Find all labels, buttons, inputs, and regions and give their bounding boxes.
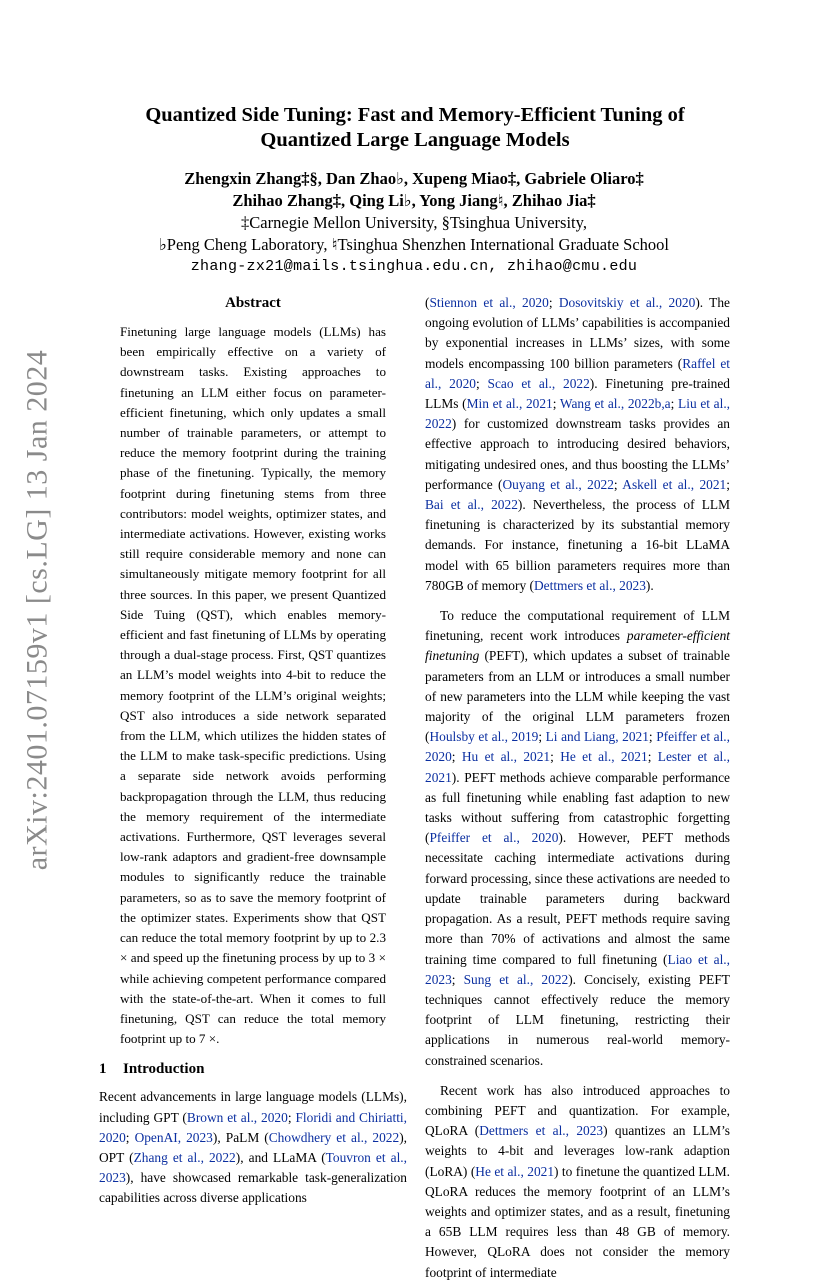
citation-link[interactable]: Chowdhery et al., 2022 (268, 1129, 400, 1145)
text-run: ). PEFT methods achieve comparable performance as full finetuning while enabling fast adaption to new tasks without suffering from catastrophic forgetting ( (425, 769, 730, 846)
authors-line-1: Zhengxin Zhang‡§, Dan Zhao♭, Xupeng Miao‡, Gabriele Oliaro‡ (184, 169, 644, 188)
text-run: ; (670, 396, 679, 412)
text-run: ). The ongoing evolution of LLMs’ capabilities is accompanied by exponential increases in LLMs’ sizes, with some models encompassing 100 billion parameters ( (425, 295, 731, 371)
citation-link[interactable]: Stiennon et al., 2020 (429, 295, 549, 310)
citation-link[interactable]: Min et al., 2021 (466, 396, 553, 412)
citation-link[interactable]: Li and Liang, 2021 (545, 729, 649, 745)
text-run: ; (475, 375, 488, 391)
citation-link[interactable]: Bai et al., 2022 (425, 497, 518, 513)
text-run: ) to finetune the quantized LLM. QLoRA reduces the memory footprint of an LLM’s weights and optimizer states, and as a result, finetuning a 65B LLM requires less than 48 GB of memory. However, QLoRA does not consider the memory footprint of intermediate (425, 1163, 730, 1280)
right-column (425, 293, 730, 1283)
citation-link[interactable]: Dettmers et al., 2023 (479, 1123, 604, 1139)
section-title: Introduction (123, 1061, 205, 1078)
text-run: ), PaLM ( (212, 1129, 269, 1145)
arxiv-identifier: arXiv:2401.07159v1 [cs.LG] 13 Jan 2024 (20, 349, 53, 871)
citation-link[interactable]: Houlsby et al., 2019 (429, 729, 539, 745)
left-column (99, 293, 407, 1209)
citation-link[interactable]: Hu et al., 2021 (461, 749, 551, 765)
citation-link[interactable]: Touvron et al., 2023 (99, 1149, 407, 1186)
emphasized-term: parameter-efficient finetuning (425, 628, 730, 664)
intro-paragraph-4 (425, 1081, 730, 1283)
author-block (100, 168, 728, 278)
intro-paragraph-3 (425, 606, 730, 1071)
text-run: ; (287, 1109, 296, 1125)
authors-line-2: Zhihao Zhang‡, Qing Li♭, Yong Jiang♮, Zhihao Jia‡ (232, 191, 596, 210)
citation-link[interactable]: Sung et al., 2022 (463, 971, 569, 987)
citation-link[interactable]: Dettmers et al., 2023 (533, 577, 646, 593)
text-run: (PEFT), which updates a subset of trainable parameters from an LLM or introduces a small number of new parameters into the LLM while keeping the vast majority of the original LLM parameters frozen ( (425, 648, 730, 745)
citation-link[interactable]: Askell et al., 2021 (622, 476, 727, 492)
citation-link[interactable]: Dosovitskiy et al., 2020 (558, 295, 696, 310)
citation-link[interactable]: Zhang et al., 2022 (133, 1149, 236, 1165)
text-run: ), OPT ( (99, 1129, 407, 1165)
citation-link[interactable]: Floridi and Chiriatti, 2020 (99, 1109, 408, 1145)
citation-link[interactable]: Wang et al., 2022b,a (559, 396, 671, 412)
citation-link[interactable]: OpenAI, 2023 (134, 1129, 213, 1145)
section-number: 1 (99, 1061, 107, 1078)
text-run: ), and LLaMA ( (235, 1149, 326, 1165)
affiliation-line-1: ‡Carnegie Mellon University, §Tsinghua University, (241, 213, 587, 232)
text-run: ; (548, 295, 559, 310)
text-run: ). (645, 577, 654, 593)
text-run: ). Finetuning pre-trained LLMs ( (425, 375, 730, 412)
citation-link[interactable]: Pfeiffer et al., 2020 (429, 830, 559, 846)
affiliation-line-2: ♭Peng Cheng Laboratory, ♮Tsinghua Shenzhen International Graduate School (159, 235, 669, 254)
text-run: ; (550, 749, 561, 765)
section-heading-introduction (99, 1059, 407, 1079)
text-run: ; (538, 729, 546, 745)
citation-link[interactable]: Brown et al., 2020 (186, 1109, 288, 1125)
text-run: ; (726, 476, 730, 492)
text-run: ), have showcased remarkable task-generalization capabilities across diverse applications (99, 1170, 407, 1206)
paper-title (110, 103, 720, 153)
text-run: ; (647, 749, 658, 765)
title-line-2: Quantized Large Language Models (260, 129, 570, 151)
text-run: ; (451, 971, 464, 987)
text-run: ). Nevertheless, the process of LLM finetuning is characterized by its substantial memory demands. For instance, finetuning a 16-bit LLaMA model with 65 billion parameters requires more than 780GB of memory ( (425, 497, 730, 593)
citation-link[interactable]: Pfeiffer et al., 2020 (425, 729, 730, 765)
intro-paragraph-1 (99, 1087, 407, 1208)
text-run: ) for customized downstream tasks provides an effective approach to introducing desired behaviors, mitigating undesired ones, and thus boosting the LLMs’ performance ( (425, 416, 730, 492)
text-run: ; (613, 476, 623, 492)
text-run: ; (552, 396, 560, 412)
abstract-text: Finetuning large language models (LLMs) has been empirically effective on a variety of downstream tasks. Existing approaches to finetuning an LLM either focus on parameter-efficient finetuning, which only updates a small number of trainable parameters, or attempt to reduce the memory footprint during the training phase of the finetuning. Typically, the memory footprint during finetuning stems from three contributors: model weights, optimizer states, and intermediate activations. However, existing works still require considerable memory and none can simultaneously mitigate memory footprint for all three sources. In this paper, we present Quantized Side Tuing (QST), which enables memory-efficient and fast finetuning of LLMs by operating through a dual-stage process. First, QST quantizes an LLM’s model weights into 4-bit to reduce the memory footprint of the LLM’s original weights; QST also introduces a side network separated from the LLM, which utilizes the hidden states of the LLM to make task-specific predictions. Using a separate side network avoids performing backpropagation through the LLM, thus reducing the memory requirement of the intermediate activations. Furthermore, QST leverages several low-rank adaptors and gradient-free downsample modules to significantly reduce the trainable parameters, so as to save the memory footprint of the optimizer states. Experiments show that QST can reduce the total memory footprint by up to 2.3 × and speed up the finetuning process by up to 3 × while achieving competent performance compared with the state-of-the-art. When it comes to full finetuning, QST can reduce the total memory footprint up to 7 ×. (120, 324, 386, 1047)
citation-link[interactable]: Scao et al., 2022 (487, 375, 590, 391)
text-run: ; (125, 1129, 135, 1145)
arxiv-sidebar (20, 349, 53, 871)
author-emails: zhang-zx21@mails.tsinghua.edu.cn, zhihao@cmu.edu (190, 258, 638, 275)
text-run: Recent work has also introduced approaches to combining PEFT and quantization. For example, QLoRA ( (425, 1082, 730, 1139)
text-run: Recent advancements in large language models (LLMs), including GPT ( (99, 1089, 407, 1125)
text-run: ) quantizes an LLM’s weights to 4-bit and leverages low-rank adaption (LoRA) ( (425, 1123, 731, 1179)
text-run: To reduce the computational requirement of LLM finetuning, recent work introduces (425, 608, 730, 644)
intro-paragraph-2 (425, 293, 730, 596)
citation-link[interactable]: Liao et al., 2023 (425, 951, 730, 987)
text-run: ). Concisely, existing PEFT techniques cannot effectively reduce the memory footprint of LLM finetuning, restricting their applications in numerous real-world memory-constrained scenarios. (425, 971, 730, 1068)
citation-link[interactable]: Liu et al., 2022 (425, 396, 731, 432)
text-run: ). However, PEFT methods necessitate caching intermediate activations during forward processing, since these activations are needed to update trainable parameters during backward propagation. As a result, PEFT methods require saving more than 70% of activations and almost the same training time compared to full finetuning ( (425, 830, 730, 967)
text-run: ; (648, 729, 657, 745)
citation-link[interactable]: Lester et al., 2021 (425, 749, 730, 785)
citation-link[interactable]: Ouyang et al., 2022 (502, 476, 614, 492)
citation-link[interactable]: Raffel et al., 2020 (425, 355, 730, 391)
citation-link[interactable]: He et al., 2021 (475, 1163, 555, 1179)
text-run: ( (425, 295, 430, 310)
abstract-heading: Abstract (225, 295, 281, 311)
title-line-1: Quantized Side Tuning: Fast and Memory-Efficient Tuning of (145, 104, 685, 126)
citation-link[interactable]: He et al., 2021 (560, 749, 648, 765)
text-run: ; (451, 749, 462, 765)
